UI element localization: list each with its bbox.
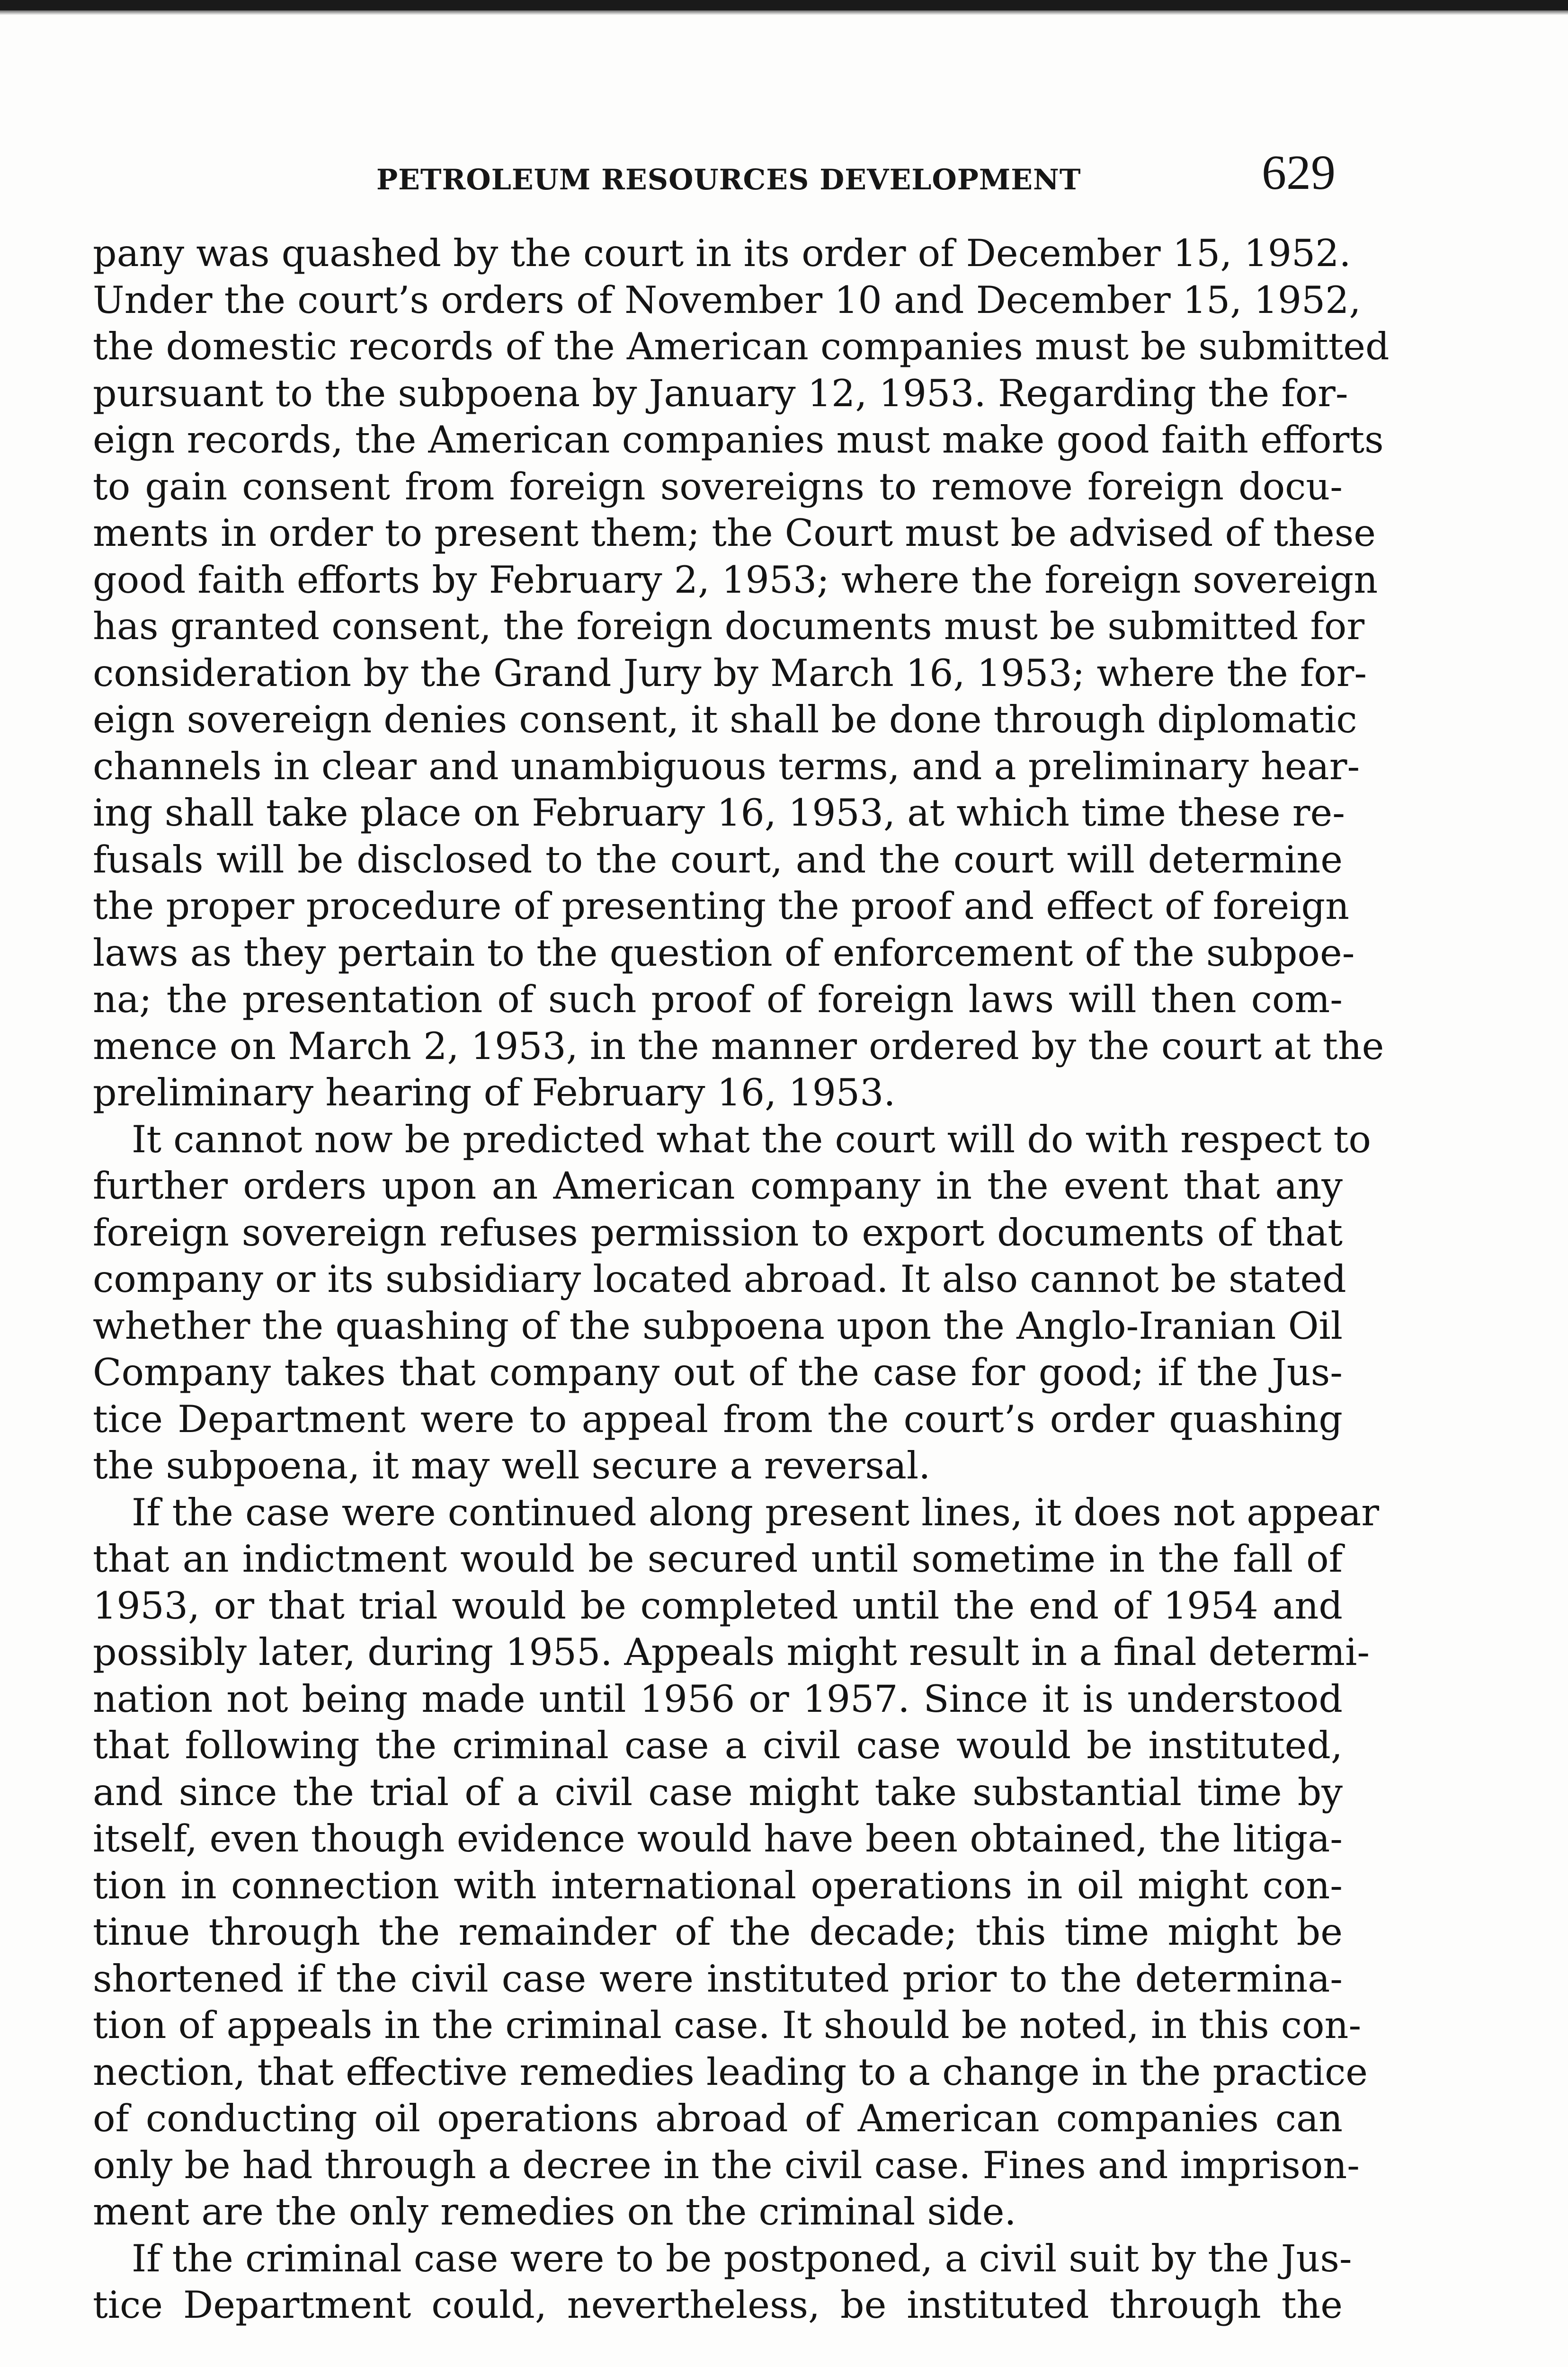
text-line: tice Department were to appeal from the court’s order quashing bbox=[93, 1397, 1343, 1441]
text-line: foreign sovereign refuses permission to export documents of that bbox=[93, 1210, 1343, 1255]
text-line: tinue through the remainder of the decade; this time might be bbox=[93, 1910, 1343, 1954]
text-line: If the criminal case were to be postponed, a civil suit by the Jus- bbox=[132, 2236, 1352, 2280]
text-line: It cannot now be predicted what the court will do with respect to bbox=[132, 1117, 1371, 1161]
text-line: possibly later, during 1955. Appeals might result in a final determi- bbox=[93, 1630, 1370, 1674]
text-line: only be had through a decree in the civil case. Fines and imprison- bbox=[93, 2143, 1360, 2187]
text-line: laws as they pertain to the question of enforcement of the subpoe- bbox=[93, 931, 1355, 975]
text-line: and since the trial of a civil case might take substantial time by bbox=[93, 1770, 1343, 1814]
text-line: ing shall take place on February 16, 1953, at which time these re- bbox=[93, 791, 1345, 835]
text-line: preliminary hearing of February 16, 1953. bbox=[93, 1071, 896, 1114]
text-line: pany was quashed by the court in its order of December 15, 1952. bbox=[93, 231, 1351, 275]
text-line: that an indictment would be secured until sometime in the fall of bbox=[93, 1537, 1343, 1581]
paragraph-2 bbox=[93, 1116, 1371, 1489]
text-line: consideration by the Grand Jury by March 16, 1953; where the for- bbox=[93, 651, 1367, 695]
body-text bbox=[93, 230, 1390, 2329]
text-line: tice Department could, nevertheless, be instituted through the bbox=[93, 2283, 1343, 2327]
text-line: company or its subsidiary located abroad. It also cannot be stated bbox=[93, 1257, 1346, 1301]
paragraph-1 bbox=[93, 230, 1390, 1116]
text-line: the domestic records of the American companies must be submitted bbox=[93, 325, 1390, 368]
text-line: If the case were continued along present lines, it does not appear bbox=[132, 1490, 1380, 1534]
text-line: nation not being made until 1956 or 1957. Since it is understood bbox=[93, 1677, 1343, 1721]
scan-top-border-shadow bbox=[0, 10, 1568, 15]
text-line: eign records, the American companies must make good faith efforts bbox=[93, 418, 1384, 462]
text-line: na; the presentation of such proof of foreign laws will then com- bbox=[93, 978, 1343, 1021]
text-line: that following the criminal case a civil case would be instituted, bbox=[93, 1724, 1343, 1767]
text-line: to gain consent from foreign sovereigns to remove foreign docu- bbox=[93, 464, 1343, 508]
text-line: tion in connection with international operations in oil might con- bbox=[93, 1863, 1343, 1907]
text-line: fusals will be disclosed to the court, and the court will determine bbox=[93, 837, 1343, 881]
text-line: the subpoena, it may well secure a reversal. bbox=[93, 1444, 931, 1487]
text-line: ments in order to present them; the Court must be advised of these bbox=[93, 511, 1376, 555]
text-line: the proper procedure of presenting the proof and effect of foreign bbox=[93, 884, 1349, 928]
text-line: whether the quashing of the subpoena upon the Anglo-Iranian Oil bbox=[93, 1304, 1343, 1348]
text-line: eign sovereign denies consent, it shall be done through diplomatic bbox=[93, 698, 1357, 741]
text-line: Company takes that company out of the case for good; if the Jus- bbox=[93, 1351, 1343, 1394]
text-line: pursuant to the subpoena by January 12, 1953. Regarding the for- bbox=[93, 371, 1348, 415]
text-line: shortened if the civil case were instituted prior to the determina- bbox=[93, 1957, 1343, 2001]
text-line: ment are the only remedies on the criminal side. bbox=[93, 2190, 1016, 2234]
text-line: Under the court’s orders of November 10 and December 15, 1952, bbox=[93, 278, 1361, 322]
running-head: PETROLEUM RESOURCES DEVELOPMENT bbox=[376, 163, 1081, 196]
text-line: channels in clear and unambiguous terms, and a preliminary hear- bbox=[93, 744, 1360, 788]
text-line: further orders upon an American company in the event that any bbox=[93, 1164, 1343, 1208]
text-line: mence on March 2, 1953, in the manner ordered by the court at the bbox=[93, 1024, 1384, 1068]
text-line: nection, that effective remedies leading to a change in the practice bbox=[93, 2050, 1368, 2094]
text-line: tion of appeals in the criminal case. It should be noted, in this con- bbox=[93, 2003, 1362, 2047]
text-line: itself, even though evidence would have been obtained, the litiga- bbox=[93, 1817, 1343, 1860]
text-line: good faith efforts by February 2, 1953; where the foreign sovereign bbox=[93, 558, 1378, 602]
scan-top-border bbox=[0, 0, 1568, 10]
paragraph-3 bbox=[93, 1489, 1380, 2235]
page-number: 629 bbox=[1262, 145, 1336, 200]
text-line: 1953, or that trial would be completed until the end of 1954 and bbox=[93, 1584, 1343, 1628]
text-line: of conducting oil operations abroad of American companies can bbox=[93, 2097, 1343, 2140]
paragraph-4 bbox=[93, 2235, 1352, 2329]
text-line: has granted consent, the foreign documents must be submitted for bbox=[93, 605, 1365, 648]
